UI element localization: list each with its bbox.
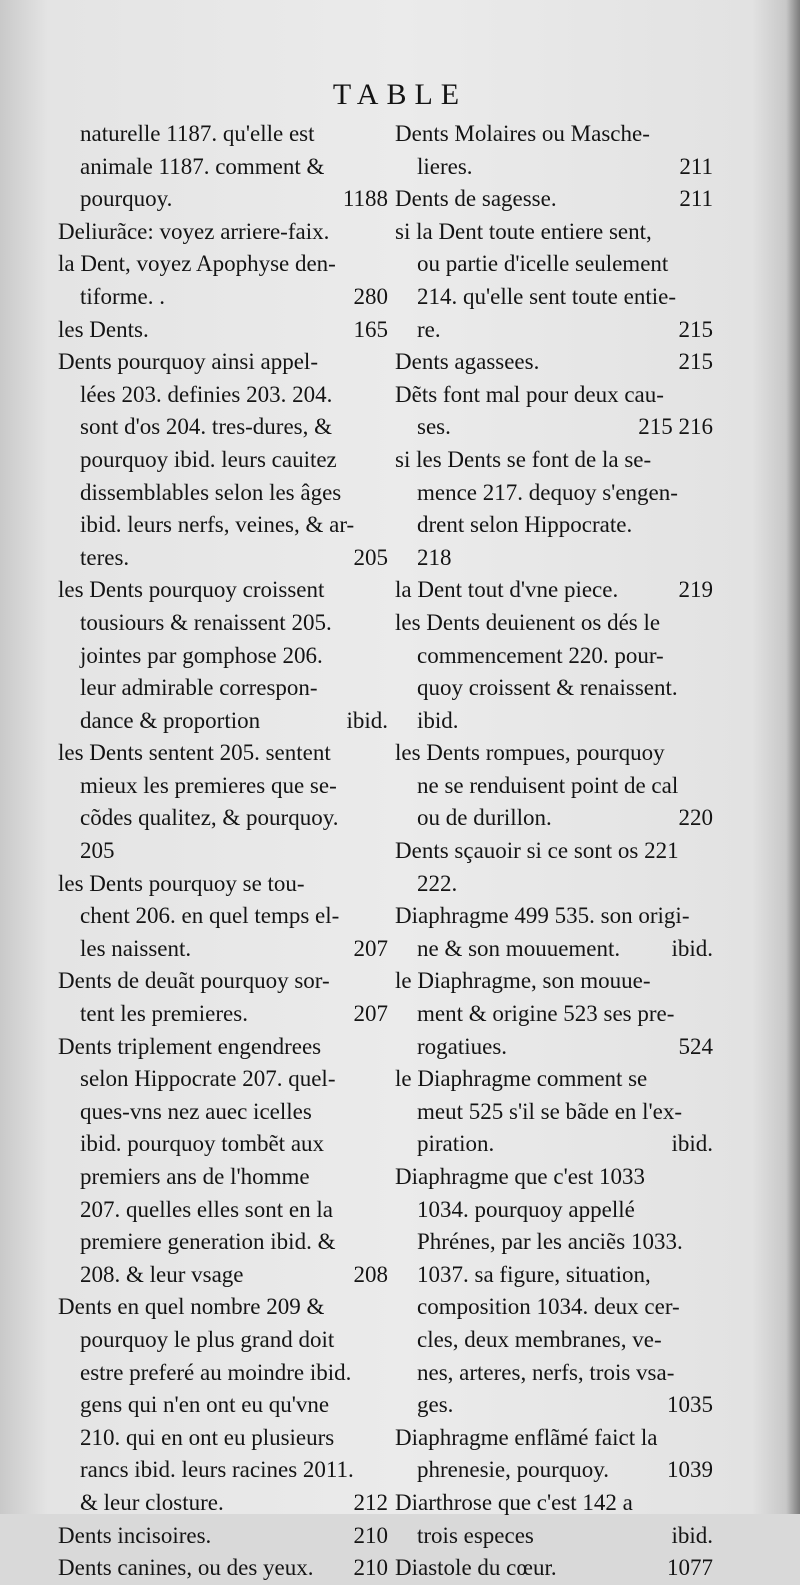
index-entry-text: 222. [417,870,458,896]
index-line [58,574,388,607]
index-line [58,248,388,281]
index-entry-text: leur admirable correspon- [80,675,318,701]
index-line [395,868,713,901]
index-entry-text: Diastole du cœur. [395,1555,557,1581]
index-entry-text: trois especes [417,1522,534,1548]
index-line [58,1324,388,1357]
index-entry-text: 210. qui en ont eu plusieurs [80,1424,335,1450]
page-reference: 207 [353,1001,388,1027]
index-line [395,216,713,249]
index-line [395,379,713,412]
index-line [395,1389,713,1422]
index-line [58,379,388,412]
page-reference: 1188 [342,186,388,212]
index-entry-text: les Dents pourquoy se tou- [58,870,305,896]
index-entry-text: tiforme. . [80,283,165,309]
index-line [395,183,713,216]
index-entry-text: rancs ibid. leurs racines 2011. [80,1457,354,1483]
index-line [58,346,388,379]
index-entry-text: 1034. pourquoy appellé [417,1196,635,1222]
index-entry-text: premiers ans de l'homme [80,1164,310,1189]
index-line [395,118,713,151]
page-reference: 1035 [667,1392,713,1418]
index-line [58,1096,388,1129]
index-entry-text: Dents incisoires. [58,1522,212,1548]
index-entry-text: mieux les premieres que se- [80,772,337,798]
index-line [58,868,388,901]
index-line [395,1291,713,1324]
index-line [58,1487,388,1520]
index-entry-text: ibid. pourquoy tombẽt aux [80,1131,325,1157]
index-entry-text: quoy croissent & renaissent. [417,675,678,701]
index-entry-text: si les Dents se font de la se- [395,446,652,472]
index-entry-text: Diaphragme enflãmé faict la [395,1424,658,1450]
index-line [58,1291,388,1324]
index-entry-text: rogatiues. [417,1033,508,1059]
index-entry-text: ibid. leurs nerfs, veines, & ar- [80,512,355,538]
index-entry-text: Dents de sagesse. [395,186,557,212]
index-entry-text: naturelle 1187. qu'elle est [80,121,315,146]
index-entry-text: Deliurãce: voyez arriere-faix. [58,218,330,244]
index-line [395,542,713,575]
index-entry-text: ses. [417,414,451,440]
index-line [58,444,388,477]
page-reference: 208 [353,1261,388,1287]
page-reference: 165 [353,316,388,342]
index-entry-text: 205 [80,838,115,864]
index-entry-text: composition 1034. deux cer- [417,1294,680,1320]
index-line [395,1487,713,1520]
index-line [58,1454,388,1487]
index-entry-text: lieres. [417,153,473,179]
index-line [58,998,388,1031]
index-line [395,1520,713,1553]
index-entry-text: ges. [417,1392,454,1418]
index-line [58,1128,388,1161]
index-line [58,314,388,347]
index-line [395,933,713,966]
index-entry-text: ne se renduisent point de cal [417,772,679,798]
index-line [58,640,388,673]
index-entry-text: Dents triplement engendrees [58,1033,322,1059]
page-reference: 211 [679,186,713,212]
index-line [395,1096,713,1129]
index-line [58,1357,388,1390]
index-line [395,1422,713,1455]
page-title: TABLE [332,78,468,111]
index-entry-text: chent 206. en quel temps el- [80,903,340,929]
index-line [395,346,713,379]
index-line [58,1031,388,1064]
index-line [395,802,713,835]
index-line [58,1520,388,1553]
index-entry-text: cõdes qualitez, & pourquoy. [80,805,339,831]
index-line [395,1226,713,1259]
index-line [395,672,713,705]
index-line [395,998,713,1031]
index-line [58,835,388,868]
page-reference: 205 [353,544,388,570]
index-entry-text: Dents de deuãt pourquoy sor- [58,968,330,994]
index-line [58,1259,388,1292]
index-line [395,1128,713,1161]
index-entry-text: les Dents. [58,316,149,342]
index-line [395,1161,713,1194]
index-line [395,281,713,314]
index-entry-text: le Diaphragme, son mouue- [395,968,651,994]
index-line [395,574,713,607]
index-line [395,640,713,673]
index-entry-text: pourquoy le plus grand doit [80,1326,335,1352]
index-line [395,151,713,184]
index-line [58,672,388,705]
index-line [58,542,388,575]
index-line [58,802,388,835]
index-line [58,1552,388,1585]
index-entry-text: cles, deux membranes, ve- [417,1326,662,1352]
index-entry-text: commencement 220. pour- [417,642,664,668]
index-line [395,314,713,347]
index-line [395,705,713,738]
index-entry-text: 1037. sa figure, situation, [417,1261,651,1287]
index-entry-text: piration. [417,1131,495,1157]
index-entry-text: tousiours & renaissent 205. [80,609,332,635]
index-line [395,737,713,770]
page-reference: ibid. [346,707,388,733]
index-entry-text: dissemblables selon les âges [80,479,342,505]
page-reference: 211 [679,153,713,179]
index-entry-text: phrenesie, pourquoy. [417,1457,610,1483]
index-line [395,607,713,640]
index-line [58,965,388,998]
index-line [395,770,713,803]
index-line [395,477,713,510]
index-line [58,737,388,770]
index-line [395,1454,713,1487]
index-entry-text: 207. quelles elles sont en la [80,1196,333,1222]
page-reference: 1077 [667,1555,713,1581]
page-reference: 280 [353,283,388,309]
index-entry-text: nes, arteres, nerfs, trois vsa- [417,1359,675,1385]
index-entry-text: lées 203. definies 203. 204. [80,381,333,407]
index-line [58,183,388,216]
index-line [58,607,388,640]
index-line [58,1226,388,1259]
index-entry-text: Diaphragme 499 535. son origi- [395,903,690,929]
right-column [395,118,713,1585]
page-reference: 215 [678,349,713,375]
index-line [58,151,388,184]
index-line [58,770,388,803]
index-entry-text: 208. & leur vsage [80,1261,244,1287]
index-entry-text: le Diaphragme comment se [395,1066,648,1092]
index-line [395,1357,713,1390]
index-entry-text: les Dents pourquoy croissent [58,577,325,603]
index-entry-text: & leur closture. [80,1489,224,1515]
index-entry-text: Diarthrose que c'est 142 a [395,1489,633,1515]
index-entry-text: 214. qu'elle sent toute entie- [417,283,676,309]
index-line [58,509,388,542]
index-line [395,509,713,542]
page-reference: 1039 [667,1457,713,1483]
index-entry-text: ibid. [417,707,459,733]
index-entry-text: animale 1187. comment & [80,153,325,179]
index-line [58,1161,388,1194]
index-entry-text: Phrénes, par les anciẽs 1033. [417,1229,683,1255]
index-entry-text: selon Hippocrate 207. quel- [80,1066,336,1092]
index-line [58,1422,388,1455]
index-entry-text: sont d'os 204. tres-dures, & [80,414,333,440]
page-reference: ibid. [671,1522,713,1548]
index-line [395,965,713,998]
page-reference: 210 [353,1555,388,1581]
index-entry-text: les naissent. [80,935,192,961]
index-line [58,216,388,249]
index-entry-text: Dẽts font mal pour deux cau- [395,381,664,407]
index-line [58,477,388,510]
index-line [58,1389,388,1422]
index-entry-text: les Dents sentent 205. sentent [58,740,331,766]
index-line [395,1259,713,1292]
index-entry-text: 218 [417,544,452,570]
index-entry-text: pourquoy ibid. leurs cauitez [80,446,337,472]
index-entry-text: ou partie d'icelle seulement [417,251,669,277]
page-reference: 210 [353,1522,388,1548]
page-reference: 215 [678,316,713,342]
index-entry-text: Dents sçauoir si ce sont os 221 [395,838,679,864]
index-entry-text: ne & son mouuement. [417,935,621,961]
page-reference: 207 [353,935,388,961]
index-line [58,705,388,738]
page-reference: ibid. [671,1131,713,1157]
index-line [395,1552,713,1585]
index-entry-text: premiere generation ibid. & [80,1229,336,1255]
page-reference: ibid. [671,935,713,961]
index-line [58,900,388,933]
index-line [395,1324,713,1357]
index-entry-text: re. [417,316,441,342]
index-entry-text: Dents pourquoy ainsi appel- [58,349,318,375]
index-line [395,1063,713,1096]
index-entry-text: ques-vns nez auec icelles [80,1098,312,1124]
index-entry-text: meut 525 s'il se bãde en l'ex- [417,1098,683,1124]
page-reference: 212 [353,1489,388,1515]
index-entry-text: ment & origine 523 ses pre- [417,1001,675,1027]
index-entry-text: Diaphragme que c'est 1033 [395,1164,646,1189]
page-reference: 215 216 [638,414,713,440]
index-entry-text: teres. [80,544,130,570]
left-column [58,118,388,1585]
index-line [395,900,713,933]
index-entry-text: Dents agassees. [395,349,540,375]
index-entry-text: tent les premieres. [80,1001,248,1027]
index-entry-text: les Dents deuienent os dés le [395,609,661,635]
index-entry-text: Dents en quel nombre 209 & [58,1294,325,1320]
page-reference: 219 [678,577,713,603]
index-entry-text: gens qui n'en ont eu qu'vne [80,1392,330,1418]
index-entry-text: pourquoy. [80,186,173,212]
index-line [58,281,388,314]
index-line [395,248,713,281]
index-entry-text: ou de durillon. [417,805,552,831]
index-entry-text: la Dent, voyez Apophyse den- [58,251,336,277]
page-reference: 220 [678,805,713,831]
index-entry-text: estre preferé au moindre ibid. [80,1359,352,1385]
index-line [58,1194,388,1227]
index-line [395,1194,713,1227]
index-line [58,118,388,151]
index-entry-text: Dents canines, ou des yeux. [58,1555,314,1581]
page-edge-shadow [786,0,800,1514]
index-entry-text: dance & proportion [80,707,261,733]
index-line [395,444,713,477]
index-entry-text: les Dents rompues, pourquoy [395,740,665,766]
index-line [58,933,388,966]
index-line [395,411,713,444]
index-entry-text: si la Dent toute entiere sent, [395,218,652,244]
index-entry-text: mence 217. dequoy s'engen- [417,479,678,505]
index-entry-text: la Dent tout d'vne piece. [395,577,619,603]
index-entry-text: Dents Molaires ou Masche- [395,121,650,146]
page-reference: 524 [678,1033,713,1059]
index-line [395,835,713,868]
index-line [395,1031,713,1064]
index-line [58,411,388,444]
index-line [58,1063,388,1096]
index-entry-text: drent selon Hippocrate. [417,512,633,538]
index-entry-text: jointes par gomphose 206. [80,642,323,668]
